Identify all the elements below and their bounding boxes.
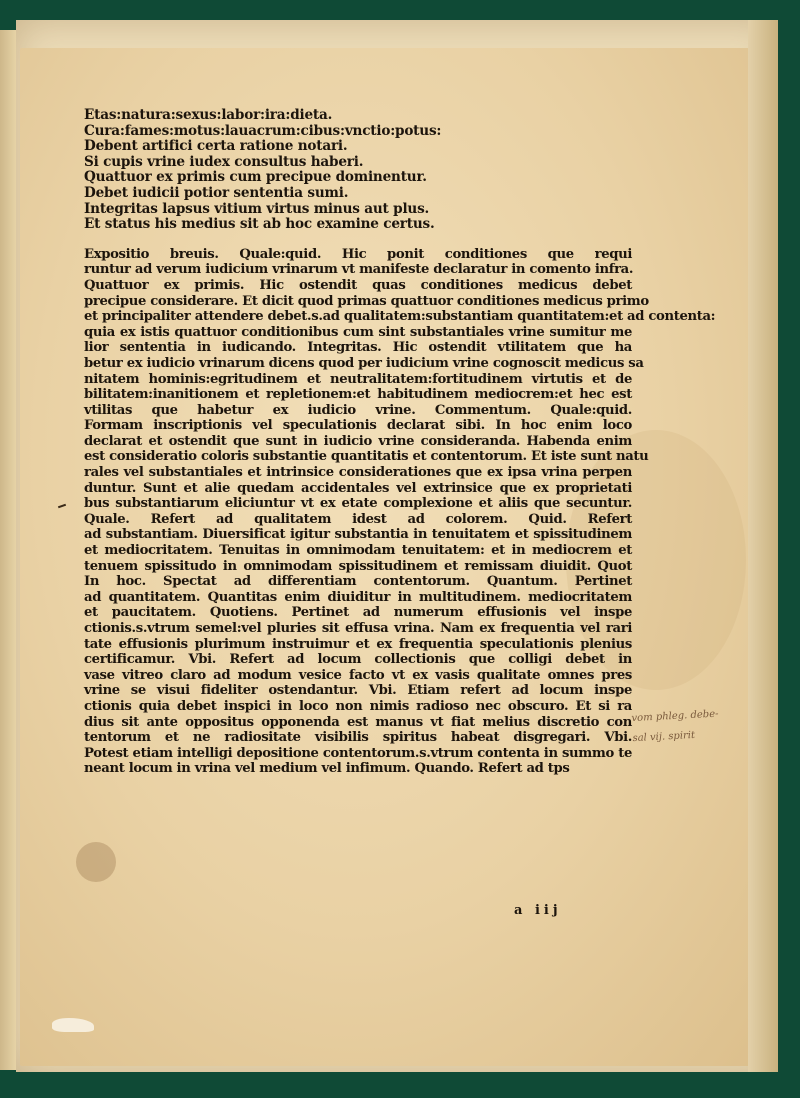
commentary-line: vtilitas que habetur ex iudicio vrine. Commentum. Quale:quid.	[84, 402, 632, 418]
verse-line: Integritas lapsus vitium virtus minus aut plus.	[84, 200, 430, 217]
verse-line: Etas:natura:sexus:labor:ira:dieta.	[84, 107, 333, 123]
commentary-line: Expositio breuis. Quale:quid. Hic ponit conditiones que requi	[84, 246, 632, 262]
verse-line: Cura:fames:motus:lauacrum:cibus:vnctio:potus:	[84, 122, 442, 139]
verse-line: Et status his medius sit ab hoc examine certus.	[84, 216, 435, 233]
commentary-line: ad substantiam. Diuersificat igitur substantia in tenuitatem et spissitudinem	[84, 527, 632, 543]
marginal-annotation	[631, 703, 753, 749]
commentary-line: quia ex istis quattuor conditionibus cum sint substantiales vrine sumitur me	[84, 324, 632, 340]
commentary-line: rales vel substantiales et intrinsice considerationes que ex ipsa vrina perpen	[84, 465, 632, 481]
commentary-line: vase vitreo claro ad modum vesice facto vt ex vasis qualitate omnes pres	[84, 667, 632, 683]
commentary-line: et principaliter attendere debet.s.ad qualitatem:substantiam quantitatem:et ad contenta:	[84, 309, 716, 325]
commentary-line: lior sententia in iudicando. Integritas. Hic ostendit vtilitatem que ha	[84, 340, 632, 356]
paper-stain	[76, 842, 116, 882]
verse-line: Debet iudicii potior sententia sumi.	[84, 184, 349, 201]
verse-line: Quattuor ex primis cum precipue dominentur.	[84, 169, 427, 186]
commentary-line: vrine se visui fideliter ostendantur. Vbi. Etiam refert ad locum inspe	[84, 683, 632, 699]
commentary-line: et mediocritatem. Tenuitas in omnimodam tenuitatem: et in mediocrem et	[84, 543, 632, 559]
previous-page-edge	[0, 30, 17, 1070]
commentary-line: In hoc. Spectat ad differentiam contentorum. Quantum. Pertinet	[84, 574, 632, 590]
page-edge-shadow	[748, 20, 778, 1072]
verse-line: Si cupis vrine iudex consultus haberi.	[84, 153, 364, 170]
annotation-line: sal vij. spirit	[632, 729, 696, 745]
annotation-line: vom phleg. debe-	[631, 708, 719, 725]
signature-mark: a iij	[514, 903, 562, 918]
commentary-line: tenuem spissitudo in omnimodam spissitudinem et remissam diuidit. Quot	[84, 558, 632, 574]
commentary-line: Quattuor ex primis. Hic ostendit quas conditiones medicus debet	[84, 277, 632, 293]
commentary-line: nitatem hominis:egritudinem et neutralitatem:fortitudinem virtutis et de	[84, 371, 632, 387]
commentary-line: est consideratio coloris substantie quantitatis et contentorum. Et iste sunt natu	[84, 449, 649, 465]
commentary-line: bus substantiarum eliciuntur vt ex etate complexione et aliis que secuntur.	[84, 496, 632, 512]
commentary-line: runtur ad verum iudicium vrinarum vt manifeste declaratur in comento infra.	[84, 262, 634, 278]
commentary-line: tate effusionis plurimum instruimur et ex frequentia speculationis plenius	[84, 636, 632, 652]
commentary-line: precipue considerare. Et dicit quod primas quattuor conditiones medicus primo	[84, 293, 649, 309]
commentary-line: betur ex iudicio vrinarum dicens quod per iudicium vrine cognoscit medicus sa	[84, 355, 644, 371]
commentary-line: dius sit ante oppositus opponenda est manus vt fiat melius discretio con	[84, 714, 632, 730]
commentary-line: ad quantitatem. Quantitas enim diuiditur in multitudinem. mediocritatem	[84, 589, 632, 605]
commentary-line: Formam inscriptionis vel speculationis declarat sibi. In hoc enim loco	[84, 418, 632, 434]
commentary-line: bilitatem:inanitionem et repletionem:et habitudinem mediocrem:et hec est	[84, 387, 632, 403]
commentary-line: declarat et ostendit que sunt in iudicio vrine consideranda. Habenda enim	[84, 433, 632, 449]
verse-section	[84, 108, 632, 233]
commentary-line: et paucitatem. Quotiens. Pertinet ad numerum effusionis vel inspe	[84, 605, 632, 621]
commentary-line: Quale. Refert ad qualitatem idest ad colorem. Quid. Refert	[84, 511, 632, 527]
commentary-line: Potest etiam intelligi depositione contentorum.s.vtrum contenta in summo te	[84, 745, 632, 761]
commentary-line: certificamur. Vbi. Refert ad locum collectionis que colligi debet in	[84, 652, 632, 668]
verse-line: Debent artifici certa ratione notari.	[84, 138, 348, 155]
commentary-line: neant locum in vrina vel medium vel infimum. Quando. Refert ad tps	[84, 761, 570, 777]
commentary-line: ctionis quia debet inspici in loco non nimis radioso nec obscuro. Et si ra	[84, 698, 632, 714]
commentary-line: tentorum et ne radiositate visibilis spiritus habeat disgregari. Vbi.	[84, 730, 632, 746]
commentary-line: ctionis.s.vtrum semel:vel pluries sit effusa vrina. Nam ex frequentia vel rari	[84, 621, 632, 636]
commentary-line: duntur. Sunt et alie quedam accidentales vel extrinsice que ex proprietati	[84, 480, 632, 496]
paper-tear	[52, 1018, 94, 1032]
